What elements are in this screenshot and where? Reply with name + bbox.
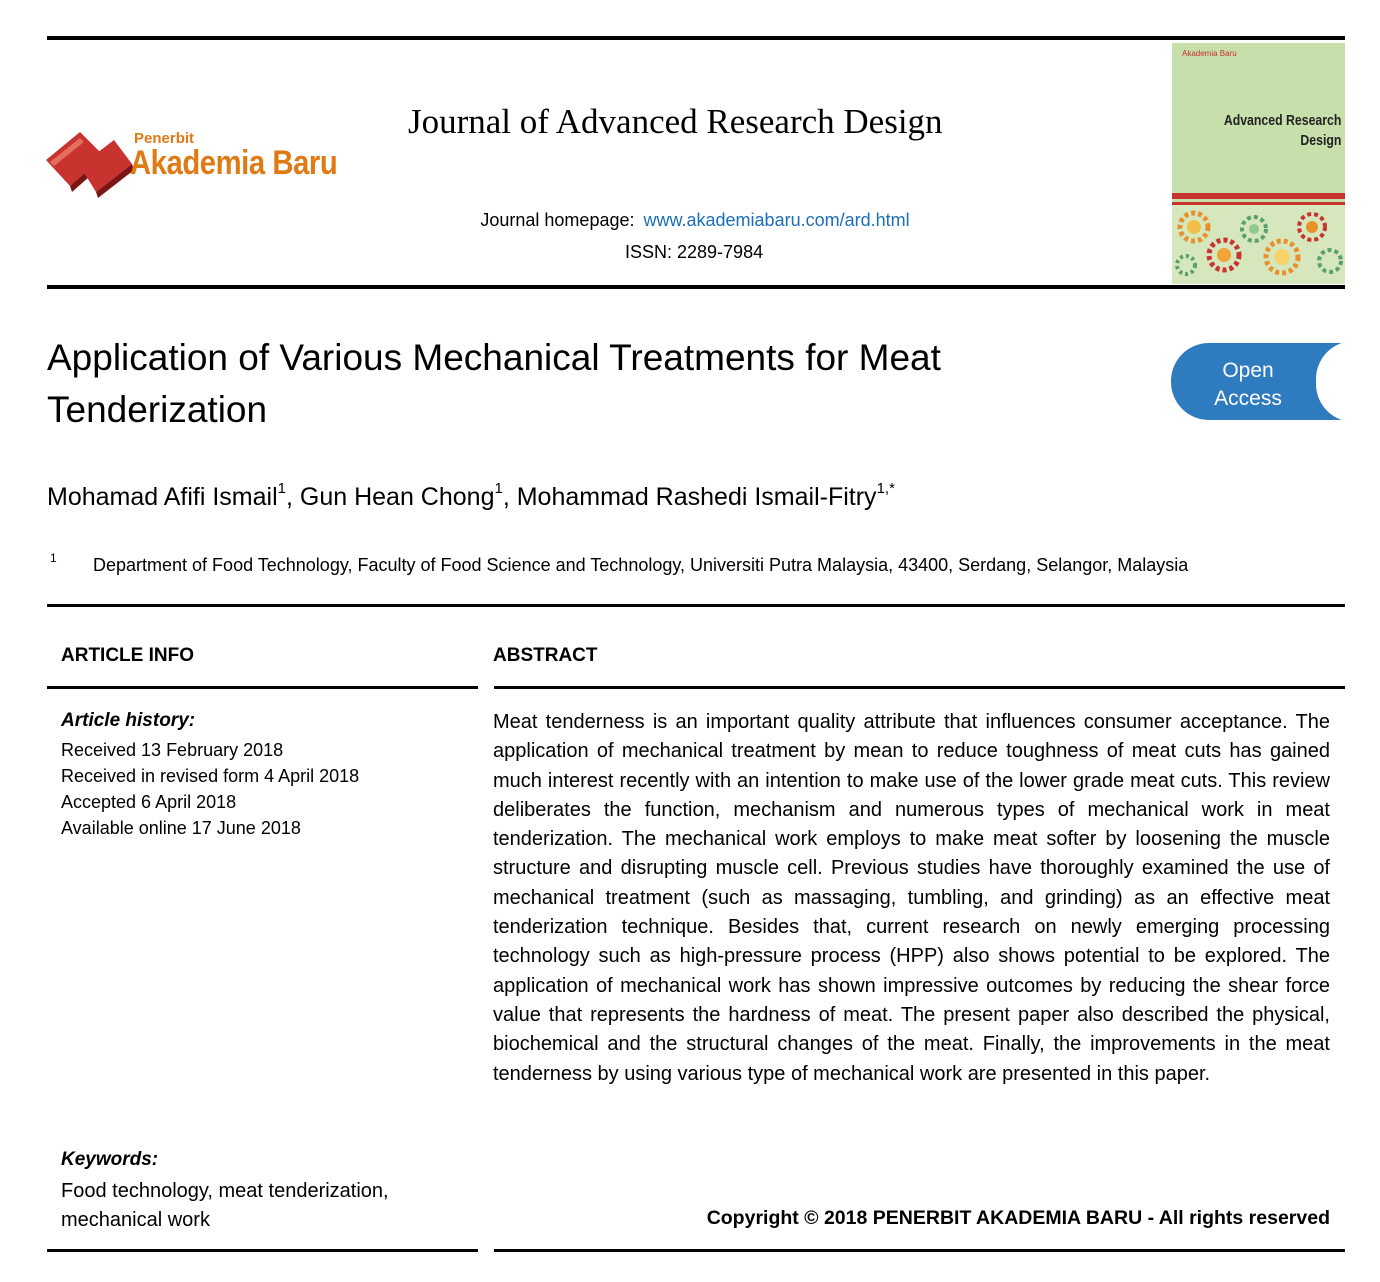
cover-graphic xyxy=(1172,205,1345,284)
journal-cover-image xyxy=(1172,43,1345,284)
open-access-line: Open xyxy=(1222,359,1274,382)
homepage-link[interactable]: www.akademiabaru.com/ard.html xyxy=(643,210,910,230)
cover-title-line: Advanced Research xyxy=(1223,112,1341,129)
section-heading-rule xyxy=(47,686,1345,689)
affiliation: Department of Food Technology, Faculty of Food Science and Technology, Universiti Putra Malaysia, 43400, Serdang, Selangor, Malaysia xyxy=(93,555,1189,575)
author-separator: , xyxy=(285,483,300,511)
cover-brand: Akademia Baru xyxy=(1182,49,1237,58)
affiliation-marker: 1 xyxy=(50,551,57,565)
open-access-badge[interactable] xyxy=(1171,343,1345,420)
author-name[interactable]: Gun Hean Chong xyxy=(299,483,495,511)
keywords-label: Keywords: xyxy=(61,1149,159,1170)
keywords: Food technology, meat tenderization, mechanical work xyxy=(61,1180,389,1231)
abstract-heading: ABSTRACT xyxy=(493,645,598,666)
history-entry: Received 13 February 2018 xyxy=(61,740,284,760)
cover-stripe xyxy=(1172,193,1345,199)
history-entry: Accepted 6 April 2018 xyxy=(61,792,237,812)
book-logo-icon xyxy=(44,126,136,198)
author-name[interactable]: Mohammad Rashedi Ismail-Fitry xyxy=(516,483,877,511)
article-history xyxy=(61,737,359,841)
bottom-rule xyxy=(47,1249,1345,1252)
article-history-label: Article history: xyxy=(61,710,196,731)
publisher-name: Akademia Baru xyxy=(130,144,338,182)
author-separator: , xyxy=(502,483,517,511)
issn: ISSN: 2289-7984 xyxy=(625,242,764,262)
paper-title: Application of Various Mechanical Treatments for Meat Tenderization xyxy=(47,337,941,430)
history-entry: Received in revised form 4 April 2018 xyxy=(61,766,360,786)
gears-icon xyxy=(1172,205,1345,284)
affiliation-rule xyxy=(47,604,1345,607)
rule-gap xyxy=(478,684,494,692)
homepage-label: Journal homepage: xyxy=(480,210,635,230)
author-affiliation-marker: 1 xyxy=(494,480,503,497)
copyright-notice: Copyright © 2018 PENERBIT AKADEMIA BARU - All rights reserved xyxy=(706,1207,1330,1229)
author-affiliation-marker: 1 xyxy=(277,480,286,497)
author-affiliation-marker: 1,* xyxy=(876,480,895,497)
author-name[interactable]: Mohamad Afifi Ismail xyxy=(47,483,278,511)
publisher-logo[interactable] xyxy=(44,118,364,198)
header-rule xyxy=(47,285,1345,289)
article-info-heading: ARTICLE INFO xyxy=(61,645,194,666)
top-rule xyxy=(47,36,1345,40)
history-entry: Available online 17 June 2018 xyxy=(61,818,301,838)
cover-title xyxy=(1223,111,1341,151)
abstract-text: Meat tenderness is an important quality attribute that influences consumer acceptance. The application of mechanical treatment by mean to reduce toughness of meat cuts has gained much interest recently with an intention to make use of the lower grade meat cuts. This review deliberates the function, mechanism and numerous types of mechanical work in meat tenderization. The mechanical work employs to make meat softer by loosening the muscle structure and disrupting muscle cell. Previous studies have thoroughly examined the use of mechanical treatment (such as massaging, tumbling, and grinding) as an effective meat tenderization technique. Besides that, current research on newly emerging processing technology such as high-pressure process (HPP) also shows potential to be explored. The application of mechanical work has shown impressive outcomes by reducing the shear force value that represents the hardness of meat. The present paper also described the physical, biochemical and the structural changes of the meat. Finally, the improvements in the meat tenderness by using various type of mechanical work are presented in this paper. xyxy=(493,711,1330,1085)
badge-cutout xyxy=(1316,343,1345,420)
rule-gap xyxy=(478,1247,494,1255)
cover-title-line: Design xyxy=(1299,132,1341,149)
open-access-label xyxy=(1207,357,1289,413)
journal-title: Journal of Advanced Research Design xyxy=(408,102,943,141)
publisher-small-label: Penerbit xyxy=(134,130,195,147)
open-access-line: Access xyxy=(1214,387,1282,410)
author-list xyxy=(47,480,895,512)
